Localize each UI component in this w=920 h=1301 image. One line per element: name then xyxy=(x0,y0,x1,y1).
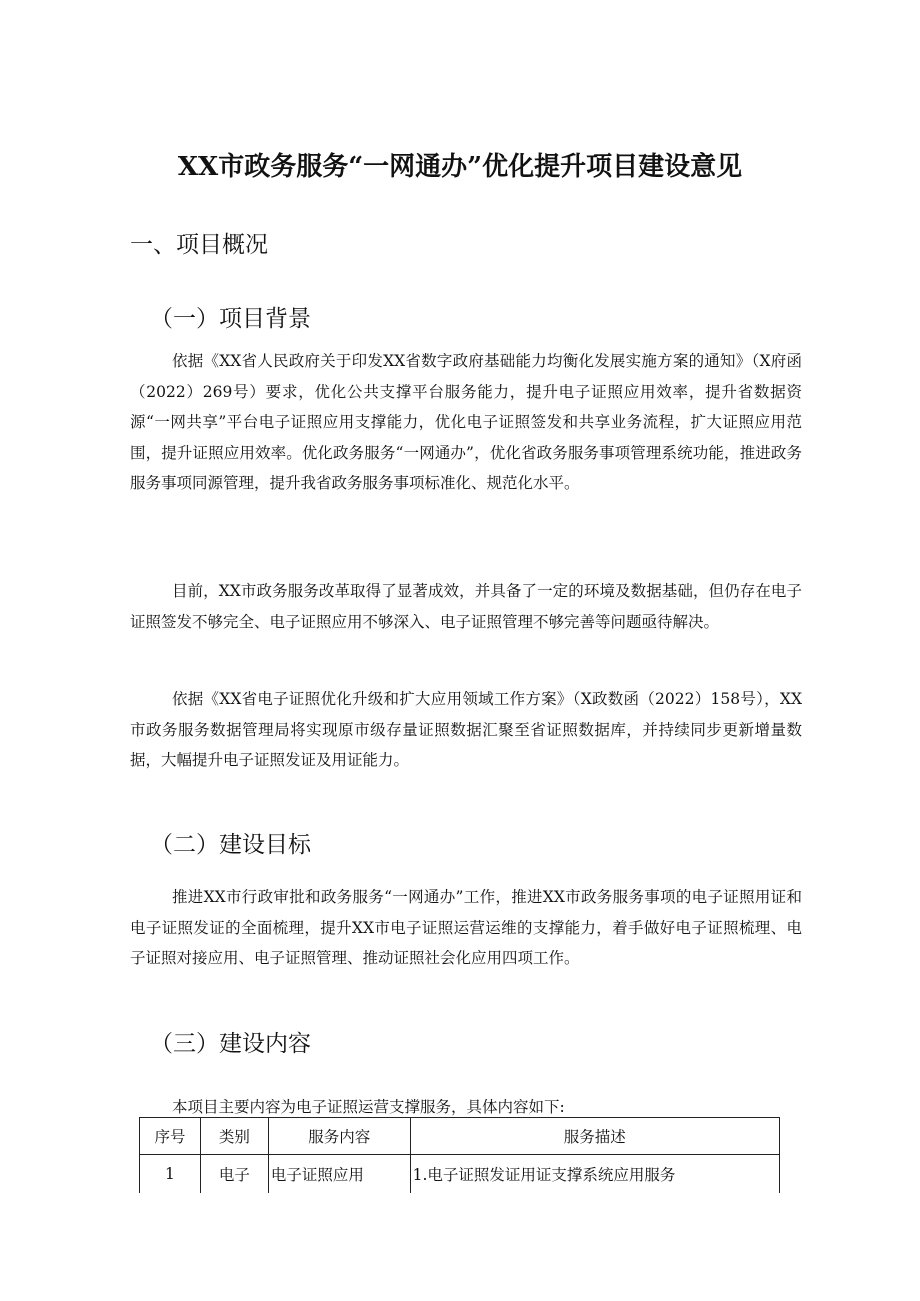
header-service-description: 服务描述 xyxy=(410,1118,779,1155)
table-row xyxy=(140,1155,780,1194)
header-category: 类别 xyxy=(200,1118,268,1155)
table-intro-text: 本项目主要内容为电子证照运营支撑服务，具体内容如下: xyxy=(172,1098,565,1116)
cell-category: 电子 xyxy=(200,1155,268,1194)
cell-service-content: 电子证照应用 xyxy=(268,1155,410,1194)
header-service-content: 服务内容 xyxy=(268,1118,410,1155)
paragraph-background-3: 依据《XX省电子证照优化升级和扩大应用领域工作方案》（X政数函（2022）158号），XX市政务服务数据管理局将实现原市级存量证照数据汇聚至省证照数据库，并持续同步更新增量数据，大幅提升电子证照发证及用证能力。 xyxy=(130,690,802,769)
subsection-heading-content: （三）建设内容 xyxy=(150,1031,311,1057)
table-header-row xyxy=(140,1118,780,1155)
document-title: XX市政务服务“一网通办”优化提升项目建设意见 xyxy=(177,152,743,182)
subsection-heading-goals: （二）建设目标 xyxy=(150,832,311,858)
cell-seq: 1 xyxy=(140,1155,201,1194)
service-content-table xyxy=(139,1117,780,1193)
paragraph-background-2: 目前，XX市政务服务改革取得了显著成效，并具备了一定的环境及数据基础，但仍存在电子证照签发不够完全、电子证照应用不够深入、电子证照管理不够完善等问题亟待解决。 xyxy=(130,582,802,631)
paragraph-goals: 推进XX市行政审批和政务服务“一网通办”工作，推进XX市政务服务事项的电子证照用证和电子证照发证的全面梳理，提升XX市电子证照运营运维的支撑能力，着手做好电子证照梳理、电子证照对接应用、电子证照管理、推动证照社会化应用四项工作。 xyxy=(130,888,802,967)
cell-service-description: 1.电子证照发证用证支撑系统应用服务 xyxy=(410,1155,779,1194)
paragraph-background-1: 依据《XX省人民政府关于印发XX省数字政府基础能力均衡化发展实施方案的通知》（X府函（2022）269号）要求，优化公共支撑平台服务能力，提升电子证照应用效率，提升省数据资源“一网共享”平台电子证照应用支撑能力，优化电子证照签发和共享业务流程，扩大证照应用范围，提升证照应用效率。优化政务服务“一网通办”，优化省政务服务事项管理系统功能，推进政务服务事项同源管理，提升我省政务服务事项标准化、规范化水平。 xyxy=(130,352,802,492)
section-heading-overview: 一、项目概况 xyxy=(130,232,268,258)
subsection-heading-background: （一）项目背景 xyxy=(150,306,311,332)
header-seq: 序号 xyxy=(140,1118,201,1155)
